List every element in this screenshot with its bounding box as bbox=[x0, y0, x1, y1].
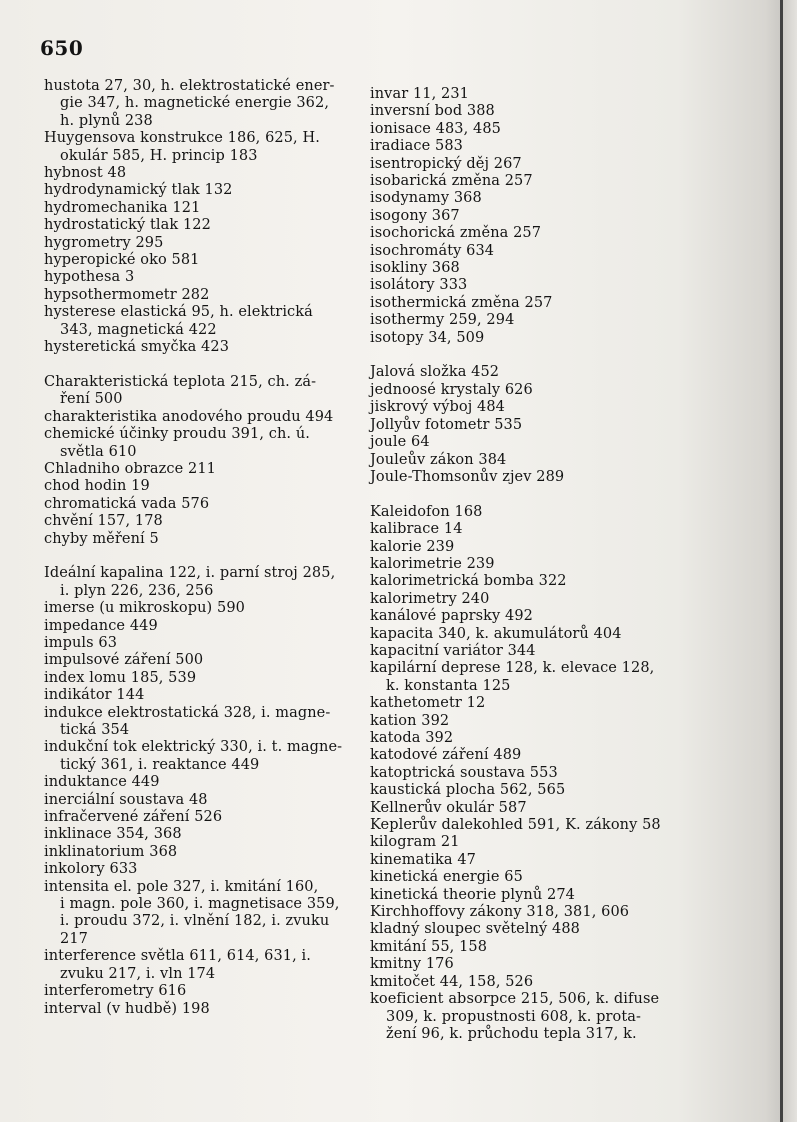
index-entry: isotopy 34, 509 bbox=[370, 329, 485, 346]
index-entry: jednoosé krystaly 626 bbox=[370, 381, 533, 398]
index-entry: isolátory 333 bbox=[370, 277, 468, 294]
index-entry: Kellnerův okulár 587 bbox=[370, 799, 527, 816]
index-entry: charakteristika anodového proudu 494 bbox=[44, 408, 334, 425]
index-entry: Ideální kapalina 122, i. parní stroj 285, bbox=[44, 565, 336, 582]
index-entry: index lomu 185, 539 bbox=[44, 669, 197, 686]
index-entry: interval (v hudbě) 198 bbox=[44, 1000, 210, 1017]
index-entry: isothermy 259, 294 bbox=[370, 312, 515, 329]
index-entry: hybnost 48 bbox=[44, 165, 127, 182]
index-entry: isokliny 368 bbox=[370, 260, 460, 277]
index-entry: Joule-Thomsonův zjev 289 bbox=[370, 468, 565, 485]
index-entry-continuation: ření 500 bbox=[60, 391, 123, 408]
index-entry: kalorie 239 bbox=[370, 538, 455, 555]
index-entry: joule 64 bbox=[370, 434, 430, 451]
index-entry: kilogram 21 bbox=[370, 834, 460, 851]
index-entry: chvění 157, 178 bbox=[44, 513, 163, 530]
index-entry: infračervené záření 526 bbox=[44, 809, 223, 826]
index-entry-continuation: tický 361, i. reaktance 449 bbox=[60, 756, 260, 773]
index-entry: hydrodynamický tlak 132 bbox=[44, 182, 233, 199]
index-entry: kalibrace 14 bbox=[370, 521, 463, 538]
index-entry: kalorimetrická bomba 322 bbox=[370, 573, 567, 590]
index-entry: kinetická theorie plynů 274 bbox=[370, 886, 575, 903]
index-entry: hypsothermometr 282 bbox=[44, 286, 210, 303]
binding-edge bbox=[780, 0, 783, 1122]
index-column-right bbox=[370, 86, 685, 1043]
index-entry: indukce elektrostatická 328, i. magne- bbox=[44, 704, 331, 721]
index-entry: kathetometr 12 bbox=[370, 695, 486, 712]
index-entry: kmitny 176 bbox=[370, 956, 454, 973]
index-entry: isogony 367 bbox=[370, 207, 460, 224]
index-entry-continuation: tická 354 bbox=[60, 722, 130, 738]
index-entry: hydrostatický tlak 122 bbox=[44, 217, 211, 234]
page-number: 650 bbox=[40, 36, 84, 60]
index-entry: interferometry 616 bbox=[44, 983, 187, 1000]
index-entry: kanálové paprsky 492 bbox=[370, 608, 534, 625]
index-entry: Kaleidofon 168 bbox=[370, 503, 483, 520]
page-edge-shadow bbox=[783, 0, 797, 1122]
index-entry: impuls 63 bbox=[44, 634, 118, 651]
index-entry: kladný sloupec světelný 488 bbox=[370, 921, 581, 938]
index-entry: isobarická změna 257 bbox=[370, 173, 533, 190]
section-gap bbox=[44, 548, 356, 565]
index-entry: isodynamy 368 bbox=[370, 190, 482, 207]
index-entry-continuation: 343, magnetická 422 bbox=[60, 321, 217, 338]
index-entry-continuation: okulár 585, H. princip 183 bbox=[60, 147, 258, 164]
index-entry: isochromáty 634 bbox=[370, 242, 495, 259]
index-entry: Huygensova konstrukce 186, 625, H. bbox=[44, 130, 320, 147]
section-gap bbox=[44, 357, 356, 374]
index-entry: katodové záření 489 bbox=[370, 747, 522, 764]
index-entry: Jouleův zákon 384 bbox=[370, 451, 507, 468]
index-entry: isentropický děj 267 bbox=[370, 155, 522, 172]
index-entry: isothermická změna 257 bbox=[370, 294, 553, 311]
index-entry: Kirchhoffovy zákony 318, 381, 606 bbox=[370, 904, 630, 921]
index-entry: impedance 449 bbox=[44, 617, 158, 634]
index-entry: chyby měření 5 bbox=[44, 530, 159, 547]
index-entry: iradiace 583 bbox=[370, 138, 463, 155]
index-entry: kalorimetry 240 bbox=[370, 590, 490, 607]
index-entry: invar 11, 231 bbox=[370, 86, 469, 102]
index-entry: impulsové záření 500 bbox=[44, 652, 204, 669]
section-gap bbox=[370, 486, 685, 503]
index-entry: kation 392 bbox=[370, 712, 450, 729]
index-entry: hysterese elastická 95, h. elektrická bbox=[44, 304, 313, 321]
index-entry: Chladniho obrazce 211 bbox=[44, 460, 216, 477]
index-entry-continuation: k. konstanta 125 bbox=[386, 677, 511, 694]
index-entry: chromatická vada 576 bbox=[44, 495, 210, 512]
index-entry: intensita el. pole 327, i. kmitání 160, bbox=[44, 878, 319, 895]
index-entry: jiskrový výboj 484 bbox=[370, 399, 505, 416]
index-entry: Jalová složka 452 bbox=[370, 364, 500, 381]
index-entry: koeficient absorpce 215, 506, k. difuse bbox=[370, 991, 660, 1008]
index-entry-continuation: žení 96, k. průchodu tepla 317, k. bbox=[386, 1025, 637, 1042]
index-entry: chod hodin 19 bbox=[44, 478, 150, 495]
index-entry: kalorimetrie 239 bbox=[370, 555, 495, 572]
index-entry: katoda 392 bbox=[370, 730, 454, 746]
index-entry: indikátor 144 bbox=[44, 687, 145, 704]
index-entry: kmitočet 44, 158, 526 bbox=[370, 973, 534, 990]
index-entry: inklinatorium 368 bbox=[44, 843, 178, 860]
index-entry-continuation: i. proudu 372, i. vlnění 182, i. zvuku bbox=[60, 913, 330, 930]
index-entry: kinematika 47 bbox=[370, 851, 476, 868]
index-entry: kapacita 340, k. akumulátorů 404 bbox=[370, 625, 622, 642]
index-entry: interference světla 611, 614, 631, i. bbox=[44, 948, 311, 965]
index-entry-continuation: 217 bbox=[60, 930, 88, 947]
index-entry: katoptrická soustava 553 bbox=[370, 764, 558, 781]
index-entry: isochorická změna 257 bbox=[370, 225, 542, 242]
index-entry: indukční tok elektrický 330, i. t. magne- bbox=[44, 739, 343, 756]
index-entry-continuation: světla 610 bbox=[60, 443, 137, 460]
index-entry: inkolory 633 bbox=[44, 861, 138, 878]
index-entry: inversní bod 388 bbox=[370, 103, 495, 120]
index-entry: Charakteristická teplota 215, ch. zá- bbox=[44, 373, 317, 390]
index-entry: ionisace 483, 485 bbox=[370, 120, 502, 137]
index-entry: hypothesa 3 bbox=[44, 269, 135, 286]
index-entry: Keplerův dalekohled 591, K. zákony 58 bbox=[370, 817, 661, 834]
index-entry: kmitání 55, 158 bbox=[370, 938, 488, 955]
index-entry-continuation: zvuku 217, i. vln 174 bbox=[60, 965, 216, 982]
index-entry: imerse (u mikroskopu) 590 bbox=[44, 600, 245, 617]
index-entry-continuation: gie 347, h. magnetické energie 362, bbox=[60, 95, 330, 112]
index-entry-continuation: h. plynů 238 bbox=[60, 112, 153, 129]
index-entry: kapilární deprese 128, k. elevace 128, bbox=[370, 660, 655, 677]
index-entry: inklinace 354, 368 bbox=[44, 826, 182, 843]
index-entry: Jollyův fotometr 535 bbox=[370, 416, 523, 433]
index-entry-continuation: i. plyn 226, 236, 256 bbox=[60, 582, 214, 599]
index-entry: induktance 449 bbox=[44, 774, 160, 791]
index-entry: hyperopické oko 581 bbox=[44, 252, 200, 269]
index-entry: hustota 27, 30, h. elektrostatické ener- bbox=[44, 78, 335, 94]
index-entry: kaustická plocha 562, 565 bbox=[370, 782, 566, 799]
index-entry: kinetická energie 65 bbox=[370, 869, 523, 886]
index-entry: hysteretická smyčka 423 bbox=[44, 339, 230, 356]
index-entry-continuation: 309, k. propustnosti 608, k. prota- bbox=[386, 1008, 642, 1025]
index-entry-continuation: i magn. pole 360, i. magnetisace 359, bbox=[60, 896, 340, 913]
index-entry: inerciální soustava 48 bbox=[44, 791, 208, 808]
index-entry: hydromechanika 121 bbox=[44, 199, 201, 216]
index-column-left bbox=[44, 78, 356, 1018]
index-entry: kapacitní variátor 344 bbox=[370, 642, 536, 659]
index-entry: hygrometry 295 bbox=[44, 234, 164, 251]
index-entry: chemické účinky proudu 391, ch. ú. bbox=[44, 426, 310, 443]
section-gap bbox=[370, 347, 685, 364]
